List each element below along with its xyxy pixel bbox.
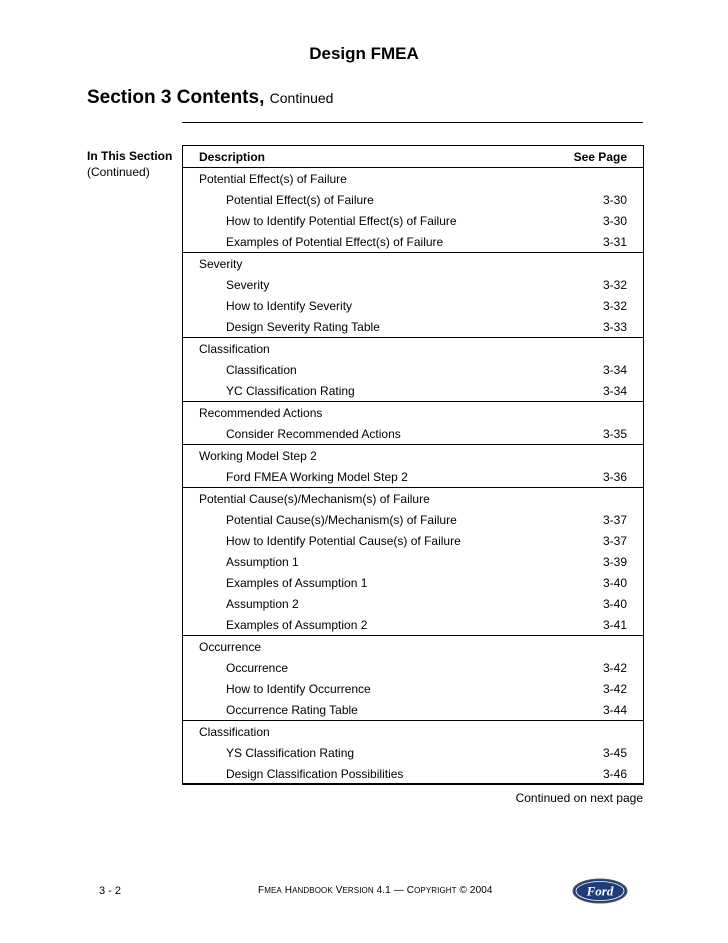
entry-label: Design Severity Rating Table (183, 316, 548, 338)
entry-label: Examples of Potential Effect(s) of Failure (183, 231, 548, 253)
entry-page: 3-34 (547, 359, 644, 380)
group-heading: Severity (183, 253, 548, 275)
entry-label: Examples of Assumption 1 (183, 572, 548, 593)
entry-page: 3-40 (547, 572, 644, 593)
entry-label: Potential Cause(s)/Mechanism(s) of Failure (183, 509, 548, 530)
table-row (183, 274, 644, 295)
col-page-header: See Page (547, 146, 644, 168)
entry-label: How to Identify Potential Cause(s) of Failure (183, 530, 548, 551)
group-heading-page (547, 253, 644, 275)
entry-page: 3-34 (547, 380, 644, 402)
group-heading-page (547, 402, 644, 424)
table-row (183, 572, 644, 593)
entry-label: Assumption 1 (183, 551, 548, 572)
entry-label: Examples of Assumption 2 (183, 614, 548, 636)
entry-page: 3-40 (547, 593, 644, 614)
group-heading-page (547, 721, 644, 743)
table-row (183, 231, 644, 253)
group-heading-page (547, 168, 644, 190)
table-row (183, 657, 644, 678)
entry-page: 3-35 (547, 423, 644, 445)
entry-page: 3-33 (547, 316, 644, 338)
entry-label: Classification (183, 359, 548, 380)
table-row (183, 530, 644, 551)
group-heading-row (183, 445, 644, 467)
entry-label: YC Classification Rating (183, 380, 548, 402)
entry-page: 3-44 (547, 699, 644, 721)
entry-label: YS Classification Rating (183, 742, 548, 763)
entry-label: Severity (183, 274, 548, 295)
table-row (183, 699, 644, 721)
entry-page: 3-37 (547, 509, 644, 530)
side-label: In This Section (87, 149, 173, 163)
table-row (183, 359, 644, 380)
group-heading-row (183, 338, 644, 360)
entry-page: 3-30 (547, 189, 644, 210)
table-row (183, 423, 644, 445)
contents-table (182, 145, 644, 785)
entry-page: 3-42 (547, 657, 644, 678)
entry-label: How to Identify Occurrence (183, 678, 548, 699)
group-heading-row (183, 721, 644, 743)
group-heading: Potential Cause(s)/Mechanism(s) of Failure (183, 488, 548, 510)
entry-label: Occurrence (183, 657, 548, 678)
ford-logo-icon (572, 878, 628, 904)
entry-label: Potential Effect(s) of Failure (183, 189, 548, 210)
entry-page: 3-39 (547, 551, 644, 572)
entry-label: Occurrence Rating Table (183, 699, 548, 721)
section-title-text: Section 3 Contents, (87, 87, 265, 108)
entry-label: Design Classification Possibilities (183, 763, 548, 785)
entry-label: Ford FMEA Working Model Step 2 (183, 466, 548, 488)
group-heading-row (183, 488, 644, 510)
section-title (87, 87, 333, 109)
table-row (183, 509, 644, 530)
group-heading-row (183, 253, 644, 275)
table-row (183, 678, 644, 699)
group-heading: Occurrence (183, 636, 548, 658)
table-row (183, 614, 644, 636)
group-heading: Potential Effect(s) of Failure (183, 168, 548, 190)
group-heading-page (547, 338, 644, 360)
entry-label: Consider Recommended Actions (183, 423, 548, 445)
page-title: Design FMEA (309, 44, 419, 63)
entry-page: 3-46 (547, 763, 644, 785)
group-heading-page (547, 445, 644, 467)
group-heading-row (183, 168, 644, 190)
table-row (183, 316, 644, 338)
table-row (183, 189, 644, 210)
entry-label: Assumption 2 (183, 593, 548, 614)
table-row (183, 763, 644, 785)
bottom-divider (182, 783, 643, 784)
table-row (183, 295, 644, 316)
table-header-row (183, 146, 644, 168)
side-note: (Continued) (87, 165, 150, 179)
logo-text: Ford (586, 883, 614, 899)
group-heading-page (547, 488, 644, 510)
entry-page: 3-36 (547, 466, 644, 488)
entry-page: 3-45 (547, 742, 644, 763)
group-heading: Working Model Step 2 (183, 445, 548, 467)
entry-page: 3-41 (547, 614, 644, 636)
table-row (183, 210, 644, 231)
side-label-block (87, 148, 172, 180)
group-heading: Classification (183, 338, 548, 360)
entry-page: 3-37 (547, 530, 644, 551)
table-row (183, 380, 644, 402)
table-row (183, 742, 644, 763)
entry-page: 3-32 (547, 295, 644, 316)
group-heading-row (183, 636, 644, 658)
footer-page-number: 3 - 2 (99, 885, 122, 897)
section-continued-label: Continued (269, 90, 334, 106)
entry-page: 3-31 (547, 231, 644, 253)
group-heading: Classification (183, 721, 548, 743)
entry-page: 3-30 (547, 210, 644, 231)
top-divider (182, 122, 643, 123)
continued-note: Continued on next page (515, 791, 643, 805)
entry-label: How to Identify Severity (183, 295, 548, 316)
footer-copyright: FMEA HANDBOOK VERSION 4.1 — COPYRIGHT © 2004 (258, 885, 493, 896)
table-row (183, 551, 644, 572)
table-row (183, 593, 644, 614)
entry-label: How to Identify Potential Effect(s) of Failure (183, 210, 548, 231)
entry-page: 3-32 (547, 274, 644, 295)
table-row (183, 466, 644, 488)
entry-page: 3-42 (547, 678, 644, 699)
col-description-header: Description (183, 146, 548, 168)
group-heading: Recommended Actions (183, 402, 548, 424)
group-heading-page (547, 636, 644, 658)
group-heading-row (183, 402, 644, 424)
